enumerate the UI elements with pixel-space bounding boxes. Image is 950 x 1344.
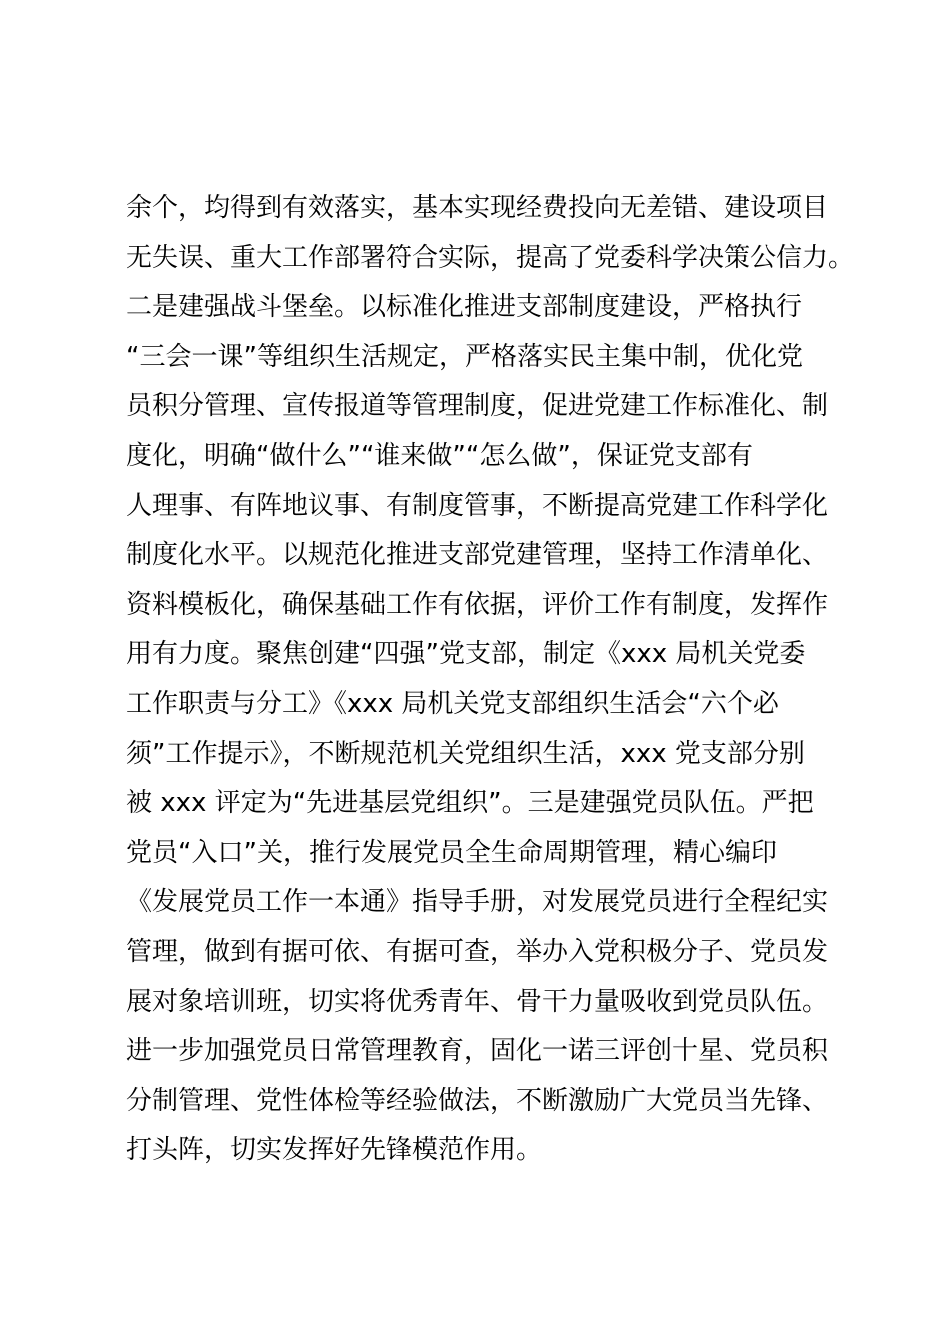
- text-line: 须”工作提示》，不断规范机关党组织生活，xxx 党支部分别: [126, 738, 805, 769]
- text-line: 资料模板化，确保基础工作有依据，评价工作有制度，发挥作: [126, 589, 829, 620]
- text-line: 人理事、有阵地议事、有制度管事，不断提高党建工作科学化: [126, 490, 829, 521]
- body-paragraph: [126, 184, 855, 1176]
- text-line: 余个，均得到有效落实，基本实现经费投向无差错、建设项目: [126, 193, 829, 223]
- text-line: 被 xxx 评定为“先进基层党组织”。三是建强党员队伍。严把: [126, 788, 814, 819]
- text-line: 度化，明确“做什么”“谁来做”“怎么做”，保证党支部有: [126, 440, 753, 471]
- text-line: 分制管理、党性体检等经验做法，不断激励广大党员当先锋、: [126, 1085, 829, 1116]
- text-line: 进一步加强党员日常管理教育，固化一诺三评创十星、党员积: [126, 1036, 829, 1067]
- text-line: 展对象培训班，切实将优秀青年、骨干力量吸收到党员队伍。: [126, 986, 829, 1017]
- text-line: 二是建强战斗堡垒。以标准化推进支部制度建设，严格执行: [126, 292, 803, 323]
- text-line: 党员“入口”关，推行发展党员全生命周期管理，精心编印: [126, 837, 777, 868]
- text-line: “三会一课”等组织生活规定，严格落实民主集中制，优化党: [126, 341, 803, 372]
- text-line: 管理，做到有据可依、有据可查，举办入党积极分子、党员发: [126, 936, 829, 967]
- text-line: 无失误、重大工作部署符合实际，提高了党委科学决策公信力。: [126, 242, 855, 273]
- text-line: 《发展党员工作一本通》指导手册，对发展党员进行全程纪实: [126, 887, 829, 918]
- text-line: 制度化水平。以规范化推进支部党建管理，坚持工作清单化、: [126, 540, 829, 571]
- text-line: 打头阵，切实发挥好先锋模范作用。: [126, 1135, 543, 1166]
- text-line: 工作职责与分工》《xxx 局机关党支部组织生活会“六个必: [126, 688, 779, 719]
- text-line: 用有力度。聚焦创建“四强”党支部，制定《xxx 局机关党委: [126, 639, 806, 670]
- text-line: 员积分管理、宣传报道等管理制度，促进党建工作标准化、制: [126, 391, 829, 422]
